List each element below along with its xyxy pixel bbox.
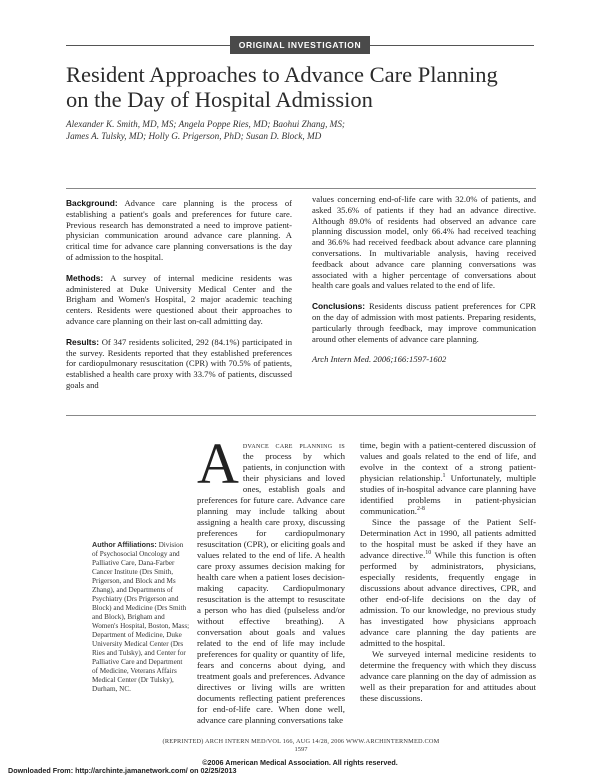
psda-text-tail: While this function is often performed by administrators, physicians, especially residents, frequently engage in discussions about advance directives, CPR, and other end-of-life decisions on the day of admission. To our knowledge, no previous study has investigated how physicians approach advance care planning the day patients are admitted to the hospital. — [360, 550, 536, 648]
abstract-methods — [66, 273, 292, 327]
background-heading: Background: — [66, 198, 118, 208]
psda-paragraph — [360, 517, 536, 649]
intro-paragraph — [197, 431, 345, 726]
title-line-1: Resident Approaches to Advance Care Planning — [66, 62, 498, 87]
abstract-conclusions — [312, 301, 536, 344]
abstract-right-column — [312, 194, 536, 365]
abstract-background — [66, 198, 292, 263]
citation-ref: 2-8 — [416, 506, 425, 513]
author-affiliations — [92, 540, 190, 694]
drop-cap: A — [197, 431, 239, 496]
article-title — [66, 62, 534, 112]
methods-text: A survey of internal medicine residents was administered at Duke University Medical Center and the Brigham and Women's Hospital, 2 major academic teaching centers. Residents were questioned about their approaches to advance care planning on their last on-call admitting day. — [66, 272, 292, 326]
results-heading: Results: — [66, 336, 100, 347]
authors-line-2: James A. Tulsky, MD; Holly G. Prigerson, PhD; Susan D. Block, MD — [66, 131, 322, 141]
page-number: 1597 — [294, 746, 308, 753]
results-text: Of 347 residents solicited, 292 (84.1%) participated in the survey. Residents reported that they established preferences for cardiopulmonary resuscitation (CPR) with 70.5% of patients, established a health care proxy with 33.7% of patients, discussed goals and — [66, 336, 292, 390]
psda-text: Since the passage of the Patient Self-Determination Act in 1990, all patients admitted to the hospital must be asked if they have an advance directive. — [360, 517, 536, 560]
journal-citation: Arch Intern Med. 2006;166:1597-1602 — [312, 354, 447, 365]
authors-line-1: Alexander K. Smith, MD, MS; Angela Poppe Ries, MD; Baohui Zhang, MS; — [66, 119, 345, 129]
download-notice: Downloaded From: http://archinte.jamanetwork.com/ on 02/25/2013 — [8, 766, 237, 775]
body-column-right — [360, 440, 536, 704]
running-footer: (REPRINTED) ARCH INTERN MED/VOL 166, AUG 14/28, 2006 WWW.ARCHINTERNMED.COM — [162, 738, 440, 745]
abstract-left-column — [66, 198, 292, 401]
study-aim-paragraph: We surveyed internal medicine residents to determine the frequency with which they discuss advance care planning on the day of admission as well as their preparation for and attitudes about these discussions. — [360, 649, 536, 703]
intro-text: the process by which patients, in conjunction with their physicians and loved ones, establish goals and preferences for future care. Advance care planning may include talking about assigning a health care proxy, discussing preferences for cardiopulmonary resuscitation (CPR), or eliciting goals and values related to the end of life. A health care proxy assumes decision making for health care when a patient loses decision-making capacity. Cardiopulmonary resuscitation is the attempt to resuscitate a person who has died (pulseless and/or without effective breathing). A conversation about goals and values related to the end of life may include preferences for quality or quantity of life, fears and concerns about dying, and treatment goals and preferences. Advance directives or living wills are written documents reflecting patient preferences for end-of-life care. When done well, advance care planning conversations take — [197, 451, 345, 725]
citation-ref: 10 — [425, 550, 432, 557]
intro-paragraph-continued — [360, 440, 536, 517]
affiliations-heading: Author Affiliations: — [92, 540, 157, 549]
copyright-notice: ©2006 American Medical Association. All rights reserved. — [202, 758, 398, 767]
affiliations-text: Division of Psychosocial Oncology and Palliative Care, Dana-Farber Cancer Institute (Drs Smith, Prigerson, and Block and Ms Zhang), and Departments of Psychiatry (Drs Prigerson and Block) and Medicine (Drs Smith and Block), Brigham and Women's Hospital, Boston, Mass; Department of Medicine, Duke University Medical Center (Drs Ries and Tulsky), and Center for Palliative Care and Department of Medicine, Veterans Affairs Medical Center (Dr Tulsky), Durham, NC. — [92, 541, 190, 693]
section-label: ORIGINAL INVESTIGATION — [230, 36, 370, 54]
citation-ref: 1 — [442, 473, 446, 480]
body-column-middle — [197, 431, 345, 726]
intro-text-continued: time, begin with a patient-centered discussion of values and goals related to the end of life, and evolve in the context of a strong patient-physician relationship. — [360, 440, 536, 483]
title-line-2: on the Day of Hospital Admission — [66, 87, 373, 112]
methods-heading: Methods: — [66, 272, 104, 283]
lead-in-text: dvance care planning is — [242, 440, 345, 450]
conclusions-heading: Conclusions: — [312, 301, 366, 312]
author-list — [66, 118, 534, 142]
intro-text-tail: Unfortunately, multiple studies of in-hospital advance care planning have identified problems in patient-physician communication. — [360, 473, 536, 516]
abstract-results — [66, 337, 292, 391]
results-continued: values concerning end-of-life care with 32.0% of patients, and asked 35.6% of patients if they had an advance directive. Although 89.0% of residents had observed an advance care planning discussion model, only 66.4% had received teaching and 36.6% had received feedback about advance care planning conversations. In multivariable analysis, having received feedback about advance care planning conversations was associated with a higher percentage of conversations about health care goals and values related to the end of life. — [312, 194, 536, 291]
conclusions-text: Residents discuss patient preferences for CPR on the day of admission with most patients. Preparing residents, particularly through feedback, may improve communication around other elements of advance care planning. — [312, 301, 537, 344]
background-text: Advance care planning is the process of establishing a patient's goals and preferences for future care. Previous research has demonstrated a need to improve patient-physician communication around advance care planning. A critical time for advance care planning conversations is the day of admission to the hospital. — [66, 198, 292, 262]
